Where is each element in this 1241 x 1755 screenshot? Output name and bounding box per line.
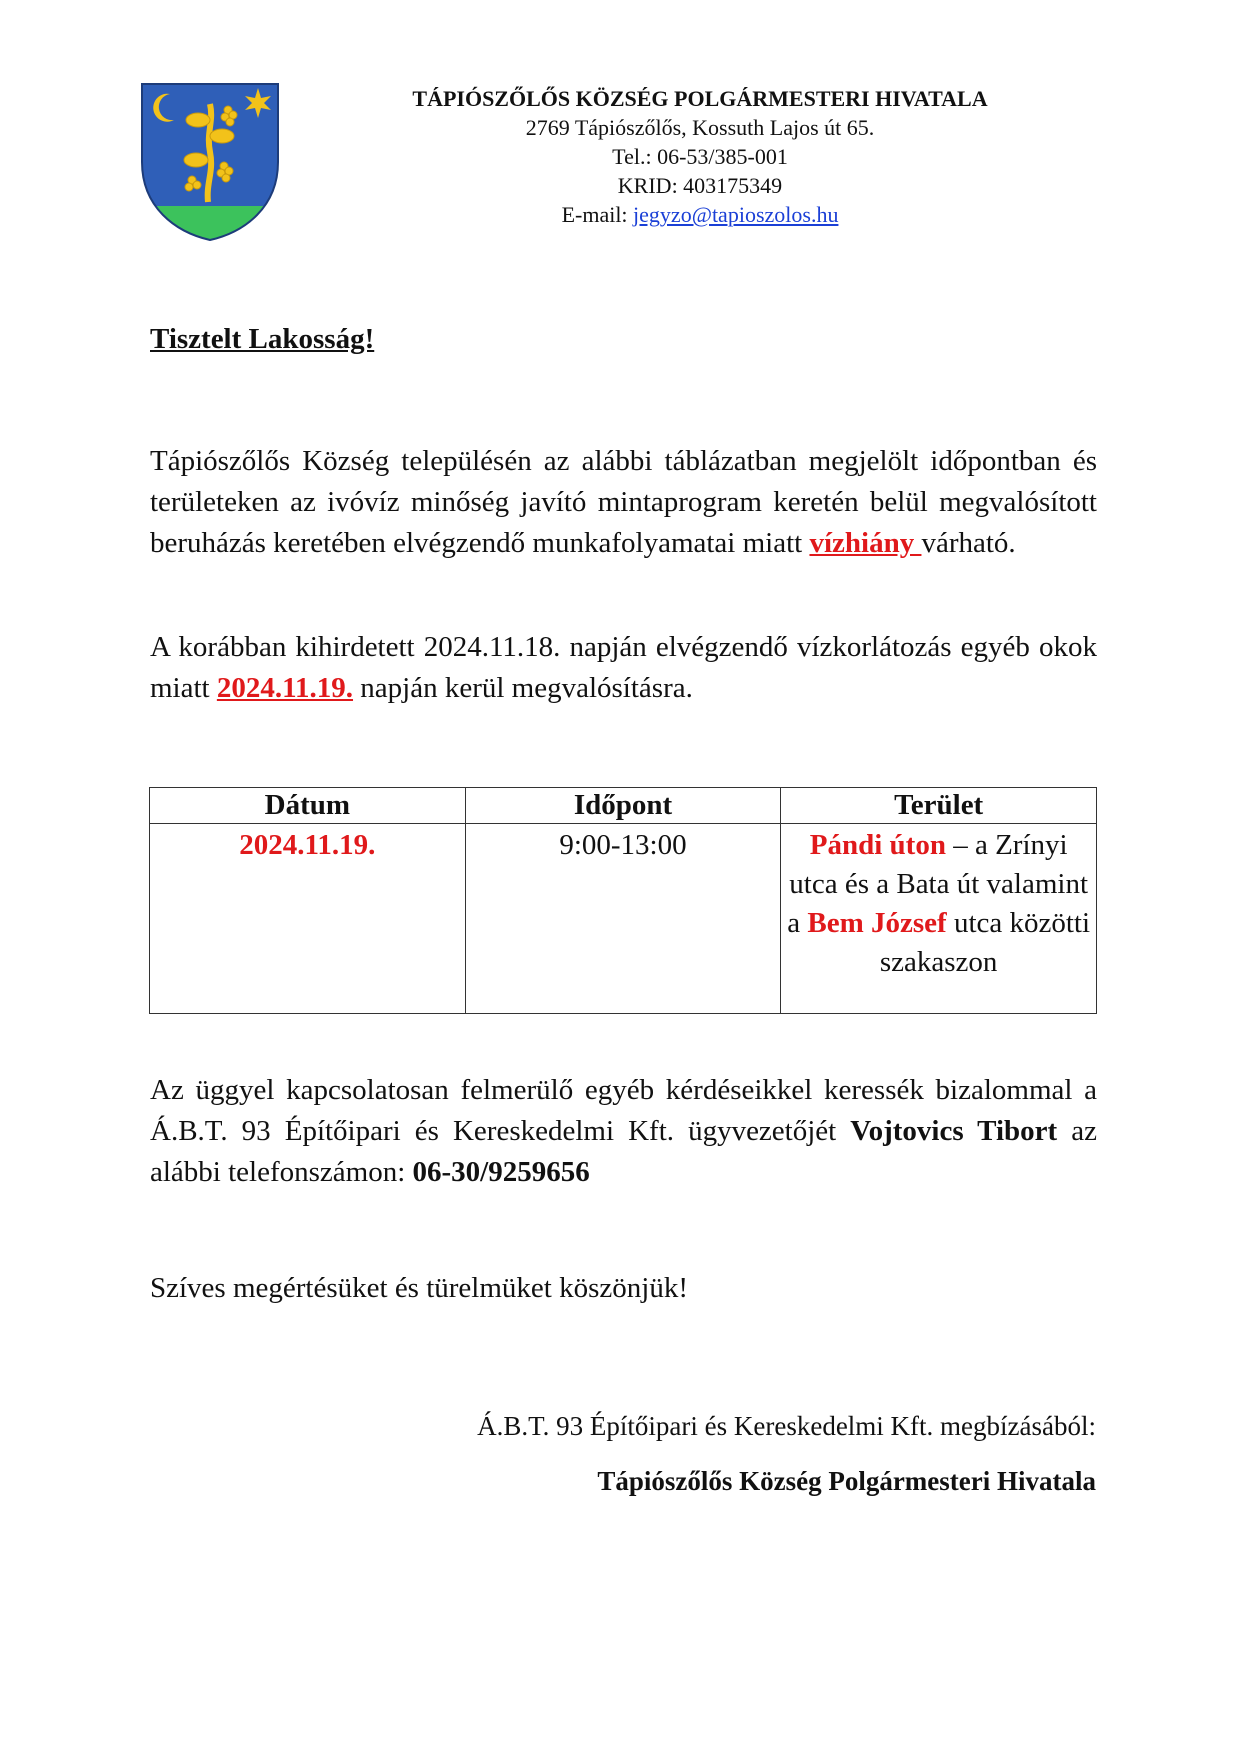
date-change-text: A korábban kihirdetett 2024.11.18. napján elvégzendő vízkorlátozás egyéb okok miatt: [150, 631, 1097, 704]
contact-text-2: az alábbi telefonszámon:: [150, 1115, 1097, 1188]
greeting: Tisztelt Lakosság!: [150, 323, 375, 355]
table-row: [150, 824, 1097, 1014]
address: 2769 Tápiószőlős, Kossuth Lajos út 65.: [525, 115, 875, 140]
contact-phone: 06-30/9259656: [412, 1156, 590, 1188]
water-shortage-highlight: vízhiány: [809, 527, 922, 559]
date-change-end: napján kerül megvalósításra.: [353, 672, 693, 704]
organization-name: TÁPIÓSZŐLŐS KÖZSÉG POLGÁRMESTERI HIVATALA: [412, 86, 988, 111]
new-date-highlight: 2024.11.19.: [216, 672, 354, 704]
area-street-2: Bem József: [807, 907, 947, 939]
krid: KRID: 403175349: [617, 173, 783, 198]
cell-time: 9:00-13:00: [465, 824, 781, 1014]
cell-date: [150, 824, 466, 1014]
table-header-row: [150, 788, 1097, 824]
email-line: [330, 200, 1070, 229]
header-date: Dátum: [150, 788, 466, 824]
thanks-line: Szíves megértésüket és türelmüket köszönjük!: [150, 1272, 688, 1304]
header-time: Időpont: [465, 788, 781, 824]
notice-text: Tápiószőlős Község településén az alábbi táblázatban megjelölt időpontban és területeken az ivóvíz minőség javító mintaprogram keretén belül megvalósított beruházás keretében elvégzendő munkafolyamatai miatt: [150, 445, 1097, 559]
header-area: Terület: [781, 788, 1097, 824]
signature-commission: Á.B.T. 93 Építőipari és Kereskedelmi Kft. megbízásából:: [477, 1411, 1096, 1441]
area-text-1: – a Zrínyi utca és a Bata út valamint a: [787, 829, 1089, 939]
cell-area: [781, 824, 1097, 1014]
letterhead: [330, 84, 1070, 229]
contact-name: Vojtovics Tibort: [850, 1115, 1058, 1147]
date-value: 2024.11.19.: [239, 829, 376, 861]
area-text-2: utca közötti szakaszon: [879, 907, 1091, 978]
contact-paragraph: [150, 1070, 1097, 1193]
notice-end: várható.: [921, 527, 1016, 559]
area-street-1: Pándi úton: [809, 829, 946, 861]
date-change-paragraph: [150, 627, 1097, 709]
email-label: E-mail:: [561, 202, 634, 227]
contact-text-1: Az üggyel kapcsolatosan felmerülő egyéb kérdéseikkel keressék bizalommal a Á.B.T. 93 Építőipari és Kereskedelmi Kft. ügyvezetőjét: [150, 1074, 1097, 1147]
signature-office: Tápiószőlős Község Polgármesteri Hivatala: [597, 1466, 1096, 1496]
notice-paragraph: [150, 441, 1097, 564]
coat-of-arms-logo: [140, 82, 280, 242]
schedule-table: [149, 787, 1097, 1014]
email-link[interactable]: jegyzo@tapioszolos.hu: [633, 202, 839, 227]
phone: Tel.: 06-53/385-001: [612, 144, 788, 169]
